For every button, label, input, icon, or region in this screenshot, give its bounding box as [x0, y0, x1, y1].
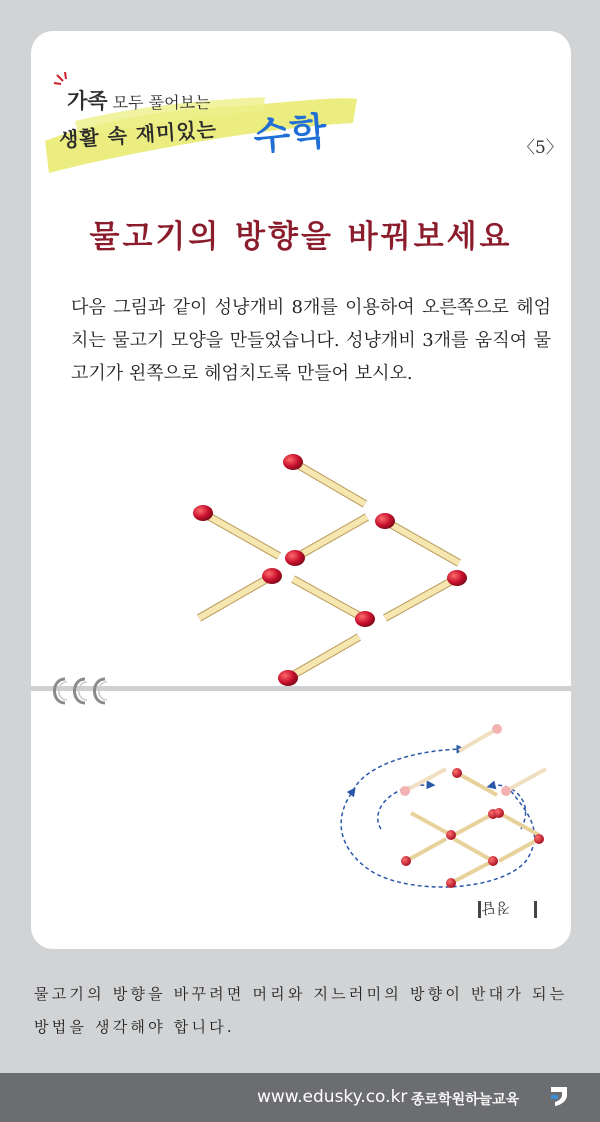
question-text: 다음 그림과 같이 성냥개비 8개를 이용하여 오른쪽으로 헤엄치는 물고기 모양을 만들었습니다. 성냥개비 3개를 움직여 물고기가 왼쪽으로 헤엄치도록 만들어 보시오. [71, 297, 551, 384]
answer-bracket-right [534, 901, 537, 918]
answer-label: 정답 [481, 899, 511, 915]
math-word: 수학 [251, 108, 329, 160]
page-number: 〈5〉 [518, 138, 563, 158]
matchstick [385, 570, 467, 618]
tagline-family: 가족 [67, 89, 108, 113]
matchstick [285, 517, 367, 566]
binder-rings [43, 671, 123, 711]
matchstick [375, 513, 459, 563]
org-logo-icon [549, 1085, 569, 1107]
footer-bar [0, 1073, 600, 1122]
matchstick [193, 505, 279, 556]
tagline-bottom: 생활 속 재미있는 [58, 116, 218, 152]
page-title: 물고기의 방향을 바꿔보세요 [89, 219, 513, 255]
matchstick [199, 568, 282, 618]
hint-text: 물고기의 방향을 바꾸려면 머리와 지느러미의 방향이 반대가 되는 방법을 생각해야 합니다. [34, 985, 568, 1036]
footer-url-link[interactable]: www.edusky.co.kr [257, 1087, 408, 1107]
tagline-top [67, 85, 211, 115]
matchstick [283, 454, 365, 504]
matchstick [278, 637, 359, 686]
footer-org-name: 종로학원하늘교육 [411, 1092, 520, 1108]
content-card [31, 31, 571, 949]
answer-figure [311, 711, 551, 891]
matchstick [293, 579, 375, 627]
tagline-everyone: 모두 풀어보는 [107, 93, 211, 112]
matchstick-fish-figure [151, 416, 471, 696]
